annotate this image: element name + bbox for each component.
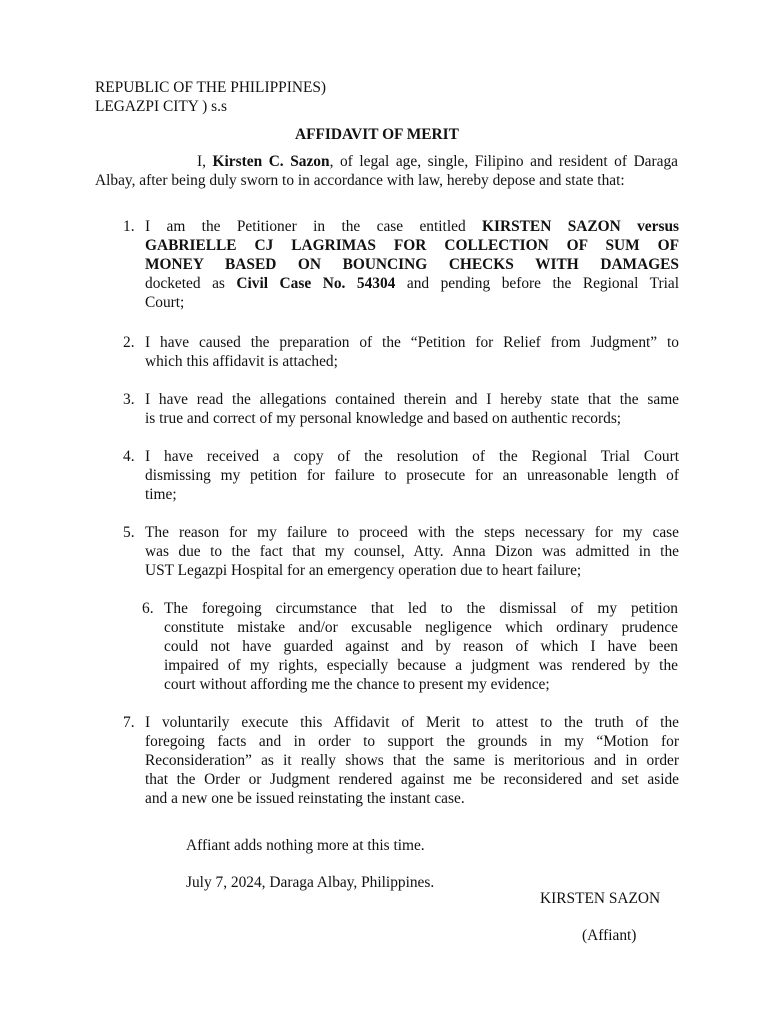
item-number: 3. [123, 391, 135, 408]
item-text-line [145, 466, 679, 485]
item-text-line [145, 274, 679, 293]
item-text [164, 599, 678, 694]
item-text-line [164, 618, 678, 637]
intro-prefix: I, [197, 153, 213, 170]
item-text-segment: dismissing my petition for failure to prosecute for an unreasonable length of [145, 467, 679, 484]
intro-rest: , of legal age, single, Filipino and resident of Daraga Albay, after being duly sworn to in accordance with law, hereby depose and state that: [95, 153, 678, 189]
item-text-segment: docketed as [145, 275, 237, 292]
item-text [145, 333, 679, 371]
item-text-segment: which this affidavit is attached; [145, 353, 338, 370]
item-text-line [145, 713, 679, 732]
item-text-segment: Court; [145, 294, 185, 311]
item-text-segment: constitute mistake and/or excusable negligence which ordinary prudence [164, 619, 678, 636]
item-text-line [145, 542, 679, 561]
item-number: 5. [123, 524, 135, 541]
item-text-segment: was due to the fact that my counsel, Atty. Anna Dizon was admitted in the [145, 543, 679, 560]
item-bold-segment: Civil Case No. 54304 [236, 275, 396, 292]
item-text-line [164, 599, 678, 618]
venue-line-republic: REPUBLIC OF THE PHILIPPINES) [95, 79, 327, 96]
item-text-line [145, 409, 679, 428]
item-number: 4. [123, 448, 135, 465]
item-text-line [145, 236, 679, 255]
item-text-line [145, 333, 679, 352]
item-text-line [145, 770, 679, 789]
item-bold-segment: MONEY BASED ON BOUNCING CHECKS WITH DAMAGES [145, 256, 679, 273]
item-text [145, 390, 679, 428]
item-text-line [164, 675, 678, 694]
item-text-segment: I voluntarily execute this Affidavit of Merit to attest to the truth of the [145, 714, 679, 731]
affiant-role-label: (Affiant) [582, 927, 637, 944]
item-text-line [145, 789, 679, 808]
item-number: 1. [123, 218, 135, 235]
item-text-line [145, 255, 679, 274]
item-bold-segment: KIRSTEN SAZON versus [482, 218, 679, 235]
document-title: AFFIDAVIT OF MERIT [295, 126, 459, 143]
item-text-segment: and a new one be issued reinstating the instant case. [145, 790, 465, 807]
item-text-line [145, 217, 679, 236]
item-text-line [164, 656, 678, 675]
item-text-line [145, 390, 679, 409]
item-text-line [145, 352, 679, 371]
date-place-line: July 7, 2024, Daraga Albay, Philippines. [186, 874, 435, 891]
item-text-segment: could not have guarded against and by reason of which I have been [164, 638, 678, 655]
item-text [145, 523, 679, 580]
item-text-segment: I have caused the preparation of the “Petition for Relief from Judgment” to [145, 334, 679, 351]
item-text-segment: Reconsideration” as it really shows that the same is meritorious and in order [145, 752, 679, 769]
item-number: 2. [123, 334, 135, 351]
item-text-segment: I am the Petitioner in the case entitled [145, 218, 483, 235]
item-text-line [145, 523, 679, 542]
closing-statement: Affiant adds nothing more at this time. [186, 837, 425, 854]
item-text-line [145, 751, 679, 770]
item-number: 6. [142, 600, 154, 617]
item-text-segment: impaired of my rights, especially because a judgment was rendered by the [164, 657, 678, 674]
item-text-segment: and pending before the Regional Trial [395, 275, 680, 292]
affiant-name-intro: Kirsten C. Sazon [212, 153, 330, 170]
item-text [145, 217, 679, 312]
item-text-line [145, 293, 679, 312]
item-text-segment: UST Legazpi Hospital for an emergency operation due to heart failure; [145, 562, 582, 579]
item-text-segment: I have read the allegations contained therein and I hereby state that the same [145, 391, 679, 408]
item-text [145, 447, 679, 504]
item-text-segment: court without affording me the chance to present my evidence; [164, 676, 550, 693]
item-text [145, 713, 679, 808]
item-text-segment: The reason for my failure to proceed with the steps necessary for my case [145, 524, 679, 541]
intro-paragraph [95, 152, 678, 190]
item-text-segment: foregoing facts and in order to support the grounds in my “Motion for [145, 733, 679, 750]
item-number: 7. [123, 714, 135, 731]
item-text-line [164, 637, 678, 656]
item-text-line [145, 561, 679, 580]
item-text-line [145, 732, 679, 751]
item-bold-segment: GABRIELLE CJ LAGRIMAS FOR COLLECTION OF SUM OF [145, 237, 679, 254]
item-text-segment: The foregoing circumstance that led to the dismissal of my petition [164, 600, 678, 617]
venue-line-city: LEGAZPI CITY ) s.s [95, 98, 227, 115]
item-text-line [145, 485, 679, 504]
item-text-line [145, 447, 679, 466]
affiant-signature-name: KIRSTEN SAZON [540, 890, 661, 907]
item-text-segment: time; [145, 486, 177, 503]
item-text-segment: I have received a copy of the resolution of the Regional Trial Court [145, 448, 679, 465]
item-text-segment: that the Order or Judgment rendered against me be reconsidered and set aside [145, 771, 679, 788]
item-text-segment: is true and correct of my personal knowledge and based on authentic records; [145, 410, 622, 427]
